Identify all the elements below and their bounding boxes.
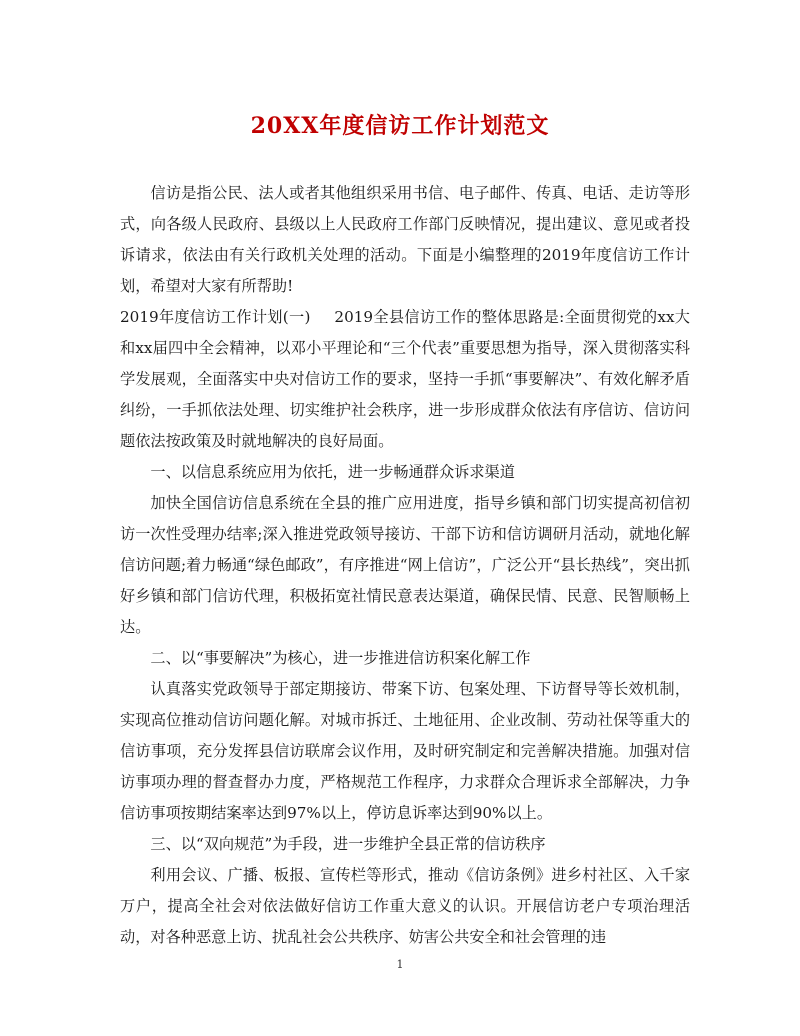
heading-2: 二、以“事要解决”为核心，进一步推进信访积案化解工作 xyxy=(150,649,531,667)
document-title: 20XX年度信访工作计划范文 xyxy=(250,113,550,139)
section-label: 2019年度信访工作计划(一) xyxy=(120,308,311,326)
heading-1: 一、以信息系统应用为依托，进一步畅通群众诉求渠道 xyxy=(150,463,515,481)
intro-paragraph: 信访是指公民、法人或者其他组织采用书信、电子邮件、传真、电话、走访等形式，向各级人民政府、县级以上人民政府工作部门反映情况，提出建议、意见或者投诉请求，依法由有关行政机关处理的活动。下面是小编整理的2019年度信访工作计划，希望对大家有所帮助! xyxy=(120,184,690,295)
section-paragraph xyxy=(120,302,690,457)
page-number: 1 xyxy=(396,958,404,971)
paragraph-2: 认真落实党政领导于部定期接访、带案下访、包案处理、下访督导等长效机制，实现高位推动信访问题化解。对城市拆迁、土地征用、企业改制、劳动社保等重大的信访事项，充分发挥县信访联席会议作用，及时研究制定和完善解决措施。加强对信访事项办理的督查督办力度，严格规范工作程序，力求群众合理诉求全部解决，力争信访事项按期结案率达到97%以上，停访息诉率达到90%以上。 xyxy=(120,680,690,822)
paragraph-3: 利用会议、广播、板报、宣传栏等形式，推动《信访条例》进乡村社区、入千家万户，提高全社会对依法做好信访工作重大意义的认识。开展信访老户专项治理活动，对各种恶意上访、扰乱社会公共秩序、妨害公共安全和社会管理的违 xyxy=(120,866,690,946)
heading-3: 三、以“双向规范”为手段，进一步维护全县正常的信访秩序 xyxy=(150,835,546,853)
section-first-text: 2019全县信访工作的整体思路是:全面贯彻党的xx大和xx届四中全会精神，以邓小平理论和“三个代表”重要思想为指导，深入贯彻落实科学发展观，全面落实中央对信访工作的要求，坚持一手抓“事要解决”、有效化解矛盾纠纷，一手抓依法处理、切实维护社会秩序，进一步形成群众依法有序信访、信访问题依法按政策及时就地解决的良好局面。 xyxy=(120,308,690,450)
document-body xyxy=(120,178,690,953)
paragraph-1: 加快全国信访信息系统在全县的推广应用进度，指导乡镇和部门切实提高初信初访一次性受理办结率;深入推进党政领导接访、干部下访和信访调研月活动，就地化解信访问题;着力畅通“绿色邮政”，有序推进“网上信访”，广泛公开“县长热线”，突出抓好乡镇和部门信访代理，积极拓宽社情民意表达渠道，确保民情、民意、民智顺畅上达。 xyxy=(120,494,690,636)
